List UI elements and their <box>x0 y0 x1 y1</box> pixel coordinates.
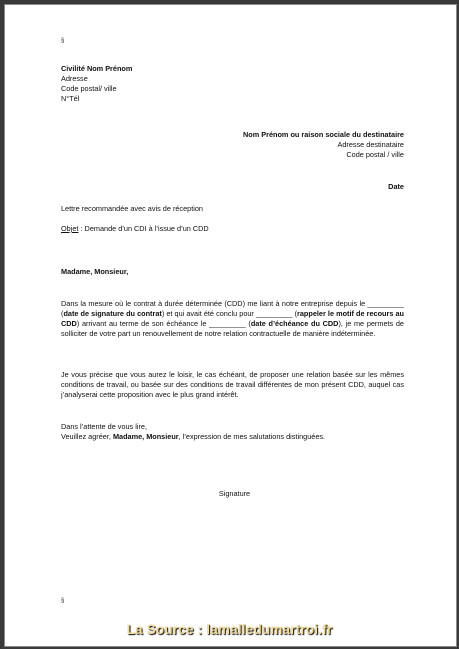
closing-line-2 <box>61 432 325 442</box>
p1-text-g: ), je me permets de solliciter de votre part un renouvellement de notre relation contractuelle de manière indéterminée. <box>61 318 404 338</box>
blank-end-date: _________ <box>209 318 246 328</box>
paragraph-marker-top: § <box>61 38 65 44</box>
subject-label: Objet <box>61 224 79 233</box>
p1-text-e: ) arrivant au terme de son échéance le <box>76 318 210 328</box>
p1-text-b: ( <box>61 308 64 318</box>
placeholder-recourse-reason: rappeler le motif de recours au CDD <box>61 308 404 328</box>
subject-line <box>61 224 209 234</box>
sender-phone: N°Tél <box>61 94 80 103</box>
subject-separator: : <box>78 224 85 233</box>
p1-text-f: ( <box>245 318 251 328</box>
signature-label: Signature <box>218 489 251 498</box>
blank-signature-date: _________ <box>367 299 404 308</box>
paragraph-marker-bottom: § <box>61 598 65 604</box>
sender-name: Civilité Nom Prénom <box>61 64 133 73</box>
p1-text-c: ) et qui avait été conclu pour <box>161 308 256 318</box>
sender-city: Code postal/ ville <box>61 84 117 93</box>
paragraph-2: Je vous précise que vous aurez le loisir, le cas échéant, de proposer une relation basée sur les mêmes conditions de travail, ou basée sur des conditions de travail différentes de mon présent CDD, auquel cas j’analyserai cette proposition avec le plus grand intérêt. <box>61 370 404 399</box>
date-label: Date <box>388 182 404 191</box>
p1-text-d: ( <box>292 308 298 318</box>
closing-text-b: , l’expression de mes salutations distinguées. <box>178 432 326 441</box>
mailing-mode: Lettre recommandée avec avis de réception <box>61 204 203 213</box>
recipient-address: Adresse destinataire <box>337 140 404 149</box>
letter-document <box>5 5 456 646</box>
placeholder-end-date: date d’échéance du CDD <box>250 318 339 328</box>
blank-recourse-reason: _________ <box>255 308 293 318</box>
closing-text-a: Veuillez agréer, <box>61 432 113 441</box>
source-caption: La Source : lamalledumartroi.fr <box>126 622 333 637</box>
sender-address: Adresse <box>61 74 88 83</box>
p1-text-a: Dans la mesure où le contrat à durée déterminée (CDD) me liant à notre entreprise depuis le <box>61 299 368 308</box>
closing-addressee: Madame, Monsieur <box>112 432 179 441</box>
closing-line-1: Dans l’attente de vous lire, <box>61 422 147 431</box>
paragraph-1 <box>61 299 404 339</box>
recipient-name: Nom Prénom ou raison sociale du destinataire <box>243 130 404 139</box>
page-frame <box>4 4 457 647</box>
recipient-city: Code postal / ville <box>346 150 404 159</box>
placeholder-signature-date: date de signature du contrat <box>63 308 162 318</box>
subject-text: Demande d’un CDI à l’issue d’un CDD <box>84 224 209 233</box>
salutation: Madame, Monsieur, <box>61 267 129 276</box>
